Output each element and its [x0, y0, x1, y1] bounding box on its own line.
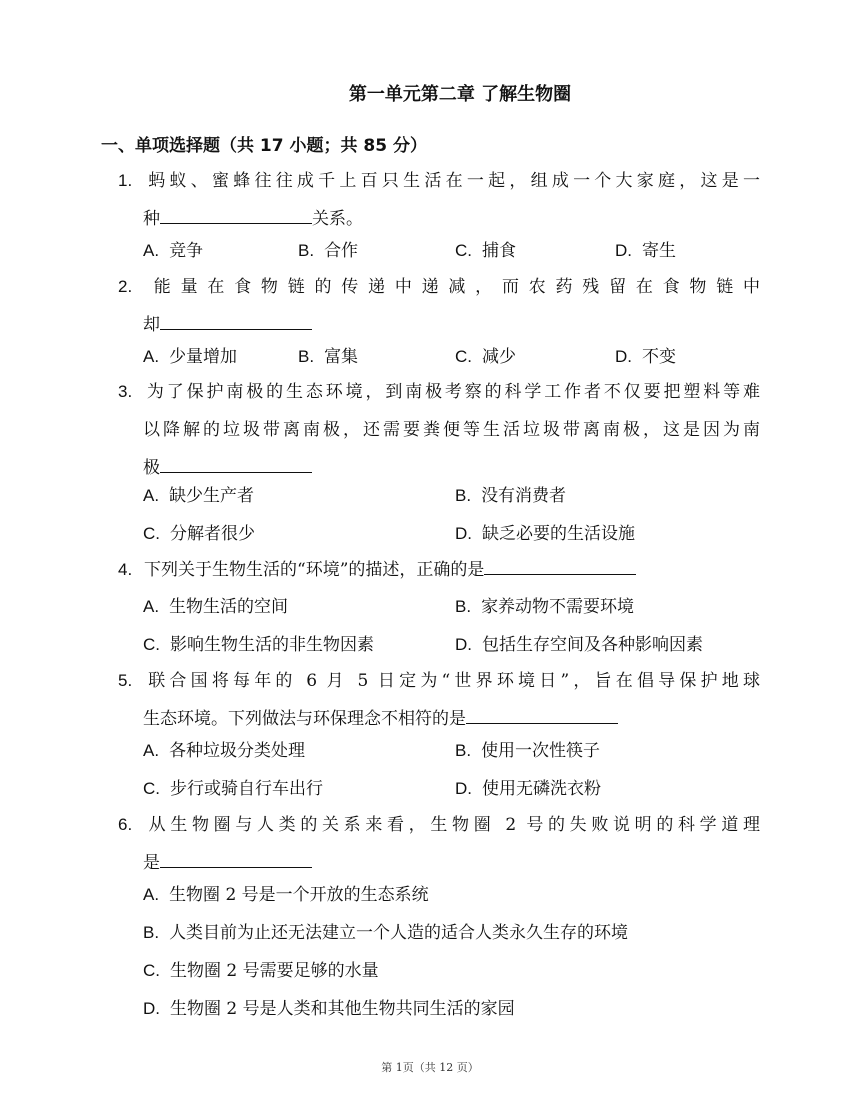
- option-a[interactable]: A. 生物生活的空间: [143, 597, 289, 617]
- question-6: [118, 806, 760, 882]
- question-text: 生态环境。下列做法与环保理念不相符的是: [143, 709, 466, 729]
- option-a[interactable]: A. 各种垃圾分类处理: [143, 741, 306, 761]
- question-5: [118, 662, 760, 738]
- option-b[interactable]: B. 富集: [298, 347, 359, 367]
- option-c[interactable]: C. 减少: [455, 347, 516, 367]
- question-3: [118, 373, 760, 487]
- option-b[interactable]: B. 人类目前为止还无法建立一个人造的适合人类永久生存的环境: [143, 923, 629, 943]
- question-2: [118, 268, 760, 344]
- question-text: 以降解的垃圾带离南极，还需要粪便等生活垃圾带离南极，这是因为南: [143, 420, 760, 440]
- question-number: 6.: [118, 815, 133, 834]
- answer-blank[interactable]: [160, 309, 312, 330]
- question-text: 能量在食物链的传递中递减，而农药残留在食物链中: [144, 277, 760, 297]
- option-d[interactable]: D. 生物圈 2 号是人类和其他生物共同生活的家园: [143, 999, 515, 1019]
- option-b[interactable]: B. 家养动物不需要环境: [455, 597, 635, 617]
- option-d[interactable]: D. 缺乏必要的生活设施: [455, 524, 635, 544]
- option-d[interactable]: D. 不变: [615, 347, 676, 367]
- question-number: 2.: [118, 277, 133, 296]
- question-text: 种: [143, 209, 160, 229]
- page-title: 第一单元第二章 了解生物圈: [348, 84, 572, 105]
- answer-blank[interactable]: [160, 847, 312, 868]
- question-text: 为了保护南极的生态环境，到南极考察的科学工作者不仅要把塑料等难: [144, 382, 760, 402]
- option-d[interactable]: D. 寄生: [615, 241, 676, 261]
- option-a[interactable]: A. 竞争: [143, 241, 204, 261]
- option-a[interactable]: A. 生物圈 2 号是一个开放的生态系统: [143, 885, 429, 905]
- option-d[interactable]: D. 使用无磷洗衣粉: [455, 779, 601, 799]
- option-d[interactable]: D. 包括生存空间及各种影响因素: [455, 635, 703, 655]
- question-4: [118, 551, 760, 589]
- page-footer: 第 1页（共 12 页）: [381, 1061, 479, 1074]
- option-b[interactable]: B. 没有消费者: [455, 486, 567, 506]
- option-b[interactable]: B. 使用一次性筷子: [455, 741, 601, 761]
- question-text: 联合国将每年的 6 月 5 日定为“世界环境日”，旨在倡导保护地球: [144, 671, 760, 691]
- option-b[interactable]: B. 合作: [298, 241, 359, 261]
- option-c[interactable]: C. 捕食: [455, 241, 516, 261]
- option-c[interactable]: C. 分解者很少: [143, 524, 255, 544]
- question-number: 3.: [118, 382, 133, 401]
- question-number: 4.: [118, 560, 133, 579]
- option-c[interactable]: C. 生物圈 2 号需要足够的水量: [143, 961, 379, 981]
- question-text: 是: [143, 853, 160, 873]
- option-c[interactable]: C. 影响生物生活的非生物因素: [143, 635, 374, 655]
- option-c[interactable]: C. 步行或骑自行车出行: [143, 779, 323, 799]
- question-text: 从生物圈与人类的关系来看，生物圈 2 号的失败说明的科学道理: [144, 815, 760, 835]
- option-a[interactable]: A. 缺少生产者: [143, 486, 255, 506]
- answer-blank[interactable]: [466, 703, 618, 724]
- option-a[interactable]: A. 少量增加: [143, 347, 238, 367]
- answer-blank[interactable]: [160, 452, 312, 473]
- question-text: 极: [143, 458, 160, 478]
- question-number: 5.: [118, 671, 133, 690]
- question-number: 1.: [118, 171, 133, 190]
- answer-blank[interactable]: [160, 203, 312, 224]
- question-1: [118, 162, 760, 238]
- question-text: 却: [143, 315, 160, 335]
- section-heading: 一、单项选择题（共 17 小题；共 85 分）: [101, 136, 427, 156]
- answer-blank[interactable]: [484, 554, 636, 575]
- question-text: 下列关于生物生活的“环境”的描述，正确的是: [144, 560, 485, 580]
- question-text: 蚂蚁、蜜蜂往往成千上百只生活在一起，组成一个大家庭，这是一: [144, 171, 760, 191]
- question-text: 关系。: [312, 209, 363, 229]
